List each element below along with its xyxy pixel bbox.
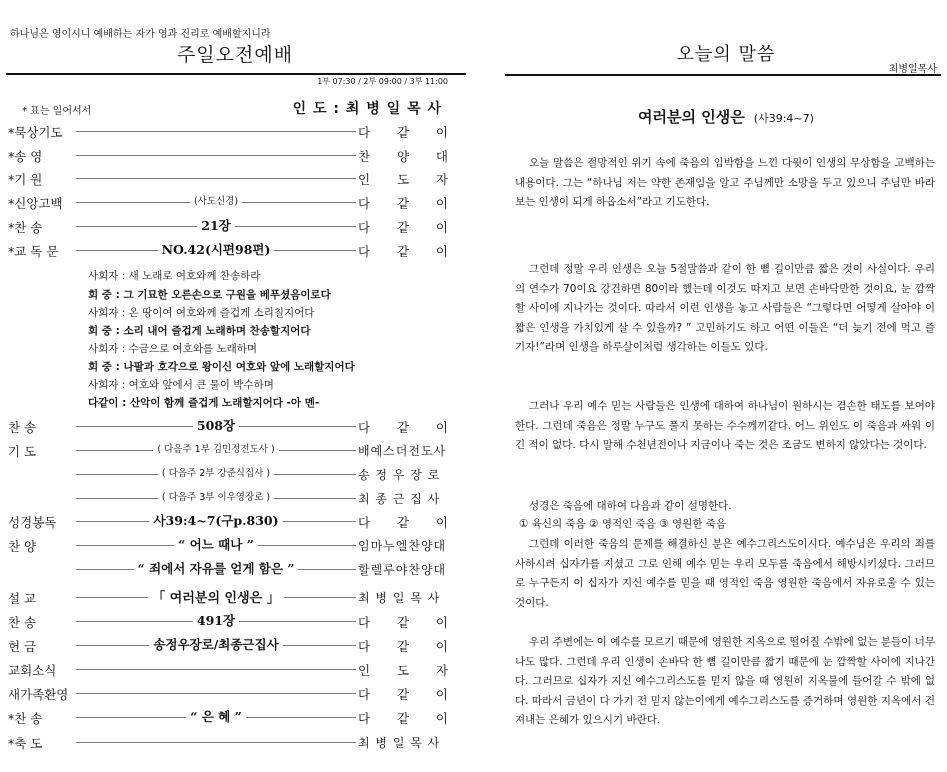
sermon-paragraph: 성경은 죽음에 대하여 다음과 같이 설명한다.	[529, 500, 732, 512]
item-center	[76, 707, 356, 725]
item-row	[8, 559, 448, 579]
item-leader-char: 다	[358, 515, 371, 530]
item-label: 찬 양	[8, 539, 37, 554]
item-leader-char: 이	[435, 196, 448, 211]
standing-note: * 표는 일어서서	[22, 106, 92, 117]
item-label: 새가족환영	[8, 687, 69, 702]
item-leader-line	[76, 693, 356, 694]
item-label: *기 원	[8, 172, 43, 187]
item-leader-line	[76, 742, 356, 743]
item-leader	[358, 613, 448, 631]
sermon-paragraph: 그런데 이러한 죽음의 문제를 해결하신 분은 예수그리스도이시다. 예수님은 우리의 죄를 사하시려 십자가를 지셨고 그로 인해 예수 믿는 우리 모두를 죽음에서 해방시키셨다. 그러므로 누구든지 이 십자가 지신 예수를 믿을 때 영적인 죽음 영원한 죽음에서 자유로울 수 있는 것이다.	[515, 538, 935, 609]
item-row	[8, 488, 448, 508]
item-leader-char: 이	[435, 639, 448, 654]
item-row	[8, 683, 448, 703]
responsive-line: 사회자 : 여호와 앞에서 큰 물이 박수하며	[88, 379, 274, 391]
item-row	[8, 464, 448, 484]
sermon-author: 최병일목사	[888, 64, 937, 75]
item-leader-char: 다	[358, 196, 371, 211]
item-label: 찬 송	[8, 420, 37, 435]
item-leader-char: 같	[396, 244, 410, 259]
item-row	[8, 240, 448, 260]
item-leader-char: 같	[396, 515, 410, 530]
item-leader: 배예스더전도사	[358, 444, 447, 458]
item-leader-line	[76, 155, 356, 156]
item-leader	[358, 170, 448, 188]
item-leader-char: 대	[435, 149, 448, 164]
responsive-line: 사회자 : 수금으로 여호와를 노래하며	[88, 343, 258, 355]
item-detail: “ 죄에서 자유를 얻게 함은 ”	[134, 561, 299, 576]
item-leader	[358, 661, 448, 679]
sermon-paragraph: 오늘 말씀은 절망적인 위기 속에 죽음의 임박함을 느낀 다윗이 인생의 무상함을 고백하는 내용이다. 그는 “하나님 저는 약한 존재임을 알고 주님께만 소망을 두고 있으니 주님만 바라보는 인생이 되게 하옵소서”라고 기도한다.	[515, 157, 935, 208]
sermon-paragraph: 그러나 우리 예수 믿는 사람들은 인생에 대하여 하나님이 원하시는 겸손한 태도를 보여야 한다. 그런데 죽음은 정말 누구도 풀지 못하는 수수께끼같다. 어느 위인도 이 죽음과 싸워 이긴 적이 없다. 다시 말해 수천년전이나 지금이나 죽는 것은 조금도 변하지 않았다는 것이다.	[515, 400, 935, 451]
item-row	[8, 440, 448, 460]
sermon-reference: (사39:4~7)	[753, 112, 814, 125]
item-label: *찬 송	[8, 220, 43, 235]
item-detail: 21장	[197, 218, 234, 233]
item-label: *교 독 문	[8, 244, 59, 259]
item-leader-line	[76, 178, 356, 179]
item-row	[8, 145, 448, 165]
responsive-line: 사회자 : 새 노래로 여호와께 찬송하라	[88, 270, 261, 282]
item-leader-char: 도	[396, 172, 410, 187]
item-leader: 임마누엘찬양대	[358, 539, 447, 553]
item-center	[76, 440, 356, 455]
item-detail: “ 어느 때나 ”	[174, 537, 258, 552]
item-center	[76, 511, 356, 529]
item-leader-char: 같	[396, 125, 410, 140]
item-label: 찬 송	[8, 615, 37, 630]
item-leader-char: 다	[358, 220, 371, 235]
item-row	[8, 611, 448, 631]
item-leader-char: 이	[435, 687, 448, 702]
item-leader-char: 도	[396, 663, 410, 678]
item-leader-char: 같	[396, 687, 410, 702]
item-leader-char: 다	[358, 711, 371, 726]
item-leader-char: 이	[435, 244, 448, 259]
item-detail: 사39:4~7(구p.830)	[149, 513, 282, 528]
item-leader-char: 같	[396, 639, 410, 654]
item-center	[76, 416, 356, 434]
item-leader-char: 인	[358, 172, 371, 187]
item-label: *찬 송	[8, 711, 43, 726]
service-times: 1부 07:30 / 2부 09:00 / 3부 11:00	[317, 77, 448, 86]
item-leader-char: 이	[435, 125, 448, 140]
item-row	[8, 587, 448, 607]
sermon-paragraph: 우리 주변에는 이 예수를 모르기 때문에 영원한 지옥으로 떨어질 수밖에 없는 분들이 너무나도 많다. 그런데 우리 인생이 손바닥 한 뼘 길이만큼 짧기 때문에 눈 깜짝할 사이에 지나간다. 그러므로 십자가 지신 예수그리스도를 믿지 않을 때 영원히 지옥불에 들어갈 수 밖에 없다. 따라서 금년이 다 가기 전 믿지 않는이에게 예수그리스도를 증거하며 영원한 지옥에서 건져내는 은혜가 있으시기 바란다.	[515, 636, 935, 726]
item-row	[8, 121, 448, 141]
sermon-heading	[505, 106, 947, 127]
item-row	[8, 216, 448, 236]
item-label: *축 도	[8, 736, 43, 751]
item-leader-char: 인	[358, 663, 371, 678]
item-leader-char: 이	[435, 615, 448, 630]
responsive-line: 회 중 : 그 기묘한 오른손으로 구원을 베푸셨음이로다	[88, 289, 331, 301]
item-leader-char: 다	[358, 125, 371, 140]
sermon-page	[505, 0, 947, 772]
item-label: 기 도	[8, 444, 37, 459]
item-leader	[358, 418, 448, 436]
item-detail: ( 다음주 1부 김민정전도사 )	[153, 444, 278, 455]
item-label: *송 영	[8, 149, 43, 164]
item-leader	[358, 242, 448, 260]
sermon-paragraph: 그런데 정말 우리 인생은 오늘 5절말씀과 같이 한 뼘 길이만큼 짧은 것이 사실이다. 우리의 연수가 70이요 강건하면 80이라 했는데 이것도 따지고 보면 손바닥만한 것이요, 눈 깜짝할 사이에 지나가는 것이다. 따라서 이런 인생을 놓고 사람들은 “그렇다면 어떻게 살아야 이 짧은 인생을 가치있게 살 수 있을까? ” 고민하기도 하고 어떤 이들은 “더 늦기 전에 먹고 즐기자!”라며 인생을 하루살이처럼 생각하는 이들도 있다.	[515, 263, 935, 353]
item-leader: 최 종 근 집 사	[358, 492, 441, 506]
item-label: 설 교	[8, 591, 37, 606]
item-leader-char: 다	[358, 615, 371, 630]
officiant: 인 도 : 최 병 일 목 사	[292, 101, 442, 117]
item-leader	[358, 147, 448, 165]
title-divider	[6, 73, 466, 75]
item-row	[8, 511, 448, 531]
item-detail: NO.42(시편98편)	[158, 242, 275, 257]
sermon-paragraph: ① 육신의 죽음 ② 영적인 죽음 ③ 영원한 죽음	[519, 518, 727, 530]
item-center	[76, 240, 356, 258]
item-leader-char: 같	[396, 615, 410, 630]
item-leader-char: 같	[396, 711, 410, 726]
item-center	[76, 635, 356, 653]
item-leader	[358, 218, 448, 236]
item-leader	[358, 685, 448, 703]
item-label: 헌 금	[8, 639, 37, 654]
item-leader-char: 이	[435, 220, 448, 235]
item-leader	[358, 194, 448, 212]
item-leader-char: 같	[396, 220, 410, 235]
item-label: 교회소식	[8, 663, 57, 678]
item-detail: (사도신경)	[190, 196, 242, 207]
item-detail: 491장	[193, 613, 239, 628]
item-detail: 508장	[193, 418, 239, 433]
item-leader-char: 다	[358, 244, 371, 259]
item-center	[76, 611, 356, 629]
item-leader-line	[76, 669, 356, 670]
item-center	[76, 559, 356, 577]
item-row	[8, 168, 448, 188]
item-leader: 최 병 일 목 사	[358, 736, 441, 750]
responsive-line: 사회자 : 온 땅이여 여호와께 즐겁게 소리칠지어다	[88, 307, 315, 319]
item-detail: “ 은 혜 ”	[186, 709, 246, 724]
order-of-worship-page	[0, 0, 470, 772]
item-leader-char: 같	[396, 196, 410, 211]
item-leader-char: 자	[435, 172, 448, 187]
item-leader-char: 같	[396, 420, 410, 435]
responsive-line: 회 중 : 나팔과 호각으로 왕이신 여호와 앞에 노래할지어다	[88, 361, 355, 373]
item-center	[76, 488, 356, 503]
item-detail: ( 다음주 3부 이우영장로 )	[158, 492, 274, 503]
item-leader-char: 자	[435, 663, 448, 678]
item-leader: 송 정 우 장 로	[358, 468, 441, 482]
item-leader-line	[76, 131, 356, 132]
epigraph: 하나님은 영이시니 예배하는 자가 영과 진리로 예배할지니라	[10, 29, 271, 40]
item-leader	[358, 637, 448, 655]
item-label: 성경봉독	[8, 515, 57, 530]
service-title: 주일오전예배	[176, 44, 294, 66]
item-leader	[358, 709, 448, 727]
item-leader-char: 다	[358, 639, 371, 654]
item-leader	[358, 123, 448, 141]
item-leader-char: 찬	[358, 149, 371, 164]
item-leader-char: 이	[435, 711, 448, 726]
item-row	[8, 535, 448, 555]
item-detail: 「 여러분의 인생은 」	[148, 591, 283, 606]
item-label: *묵상기도	[8, 125, 63, 140]
item-leader-char: 다	[358, 687, 371, 702]
item-leader: 최 병 일 목 사	[358, 591, 441, 605]
item-center	[76, 535, 356, 553]
item-leader-char: 다	[358, 420, 371, 435]
item-row	[8, 416, 448, 436]
responsive-line: 다같이 : 산악이 함께 즐겁게 노래할지어다 -아 멘-	[88, 397, 320, 409]
item-row	[8, 192, 448, 212]
sermon-title: 여러분의 인생은	[638, 108, 745, 126]
item-leader	[358, 513, 448, 531]
item-row	[8, 732, 448, 752]
sermon-divider	[505, 74, 941, 76]
item-leader-char: 이	[435, 515, 448, 530]
item-row	[8, 635, 448, 655]
item-row	[8, 659, 448, 679]
item-center	[76, 587, 356, 606]
sermon-page-title: 오늘의 말씀	[676, 44, 776, 65]
item-center	[76, 464, 356, 479]
item-detail: ( 다음주 2부 강준식집사 )	[158, 468, 274, 479]
responsive-line: 회 중 : 소리 내어 즐겁게 노래하며 찬송할지어다	[88, 325, 311, 337]
item-label: *신앙고백	[8, 196, 63, 211]
item-detail: 송정우장로/최종근집사	[149, 637, 282, 652]
item-leader-char: 이	[435, 420, 448, 435]
item-center	[76, 216, 356, 234]
item-center	[76, 192, 356, 207]
item-leader: 할렐루야찬양대	[358, 563, 447, 577]
item-leader-char: 양	[396, 149, 410, 164]
item-row	[8, 707, 448, 727]
